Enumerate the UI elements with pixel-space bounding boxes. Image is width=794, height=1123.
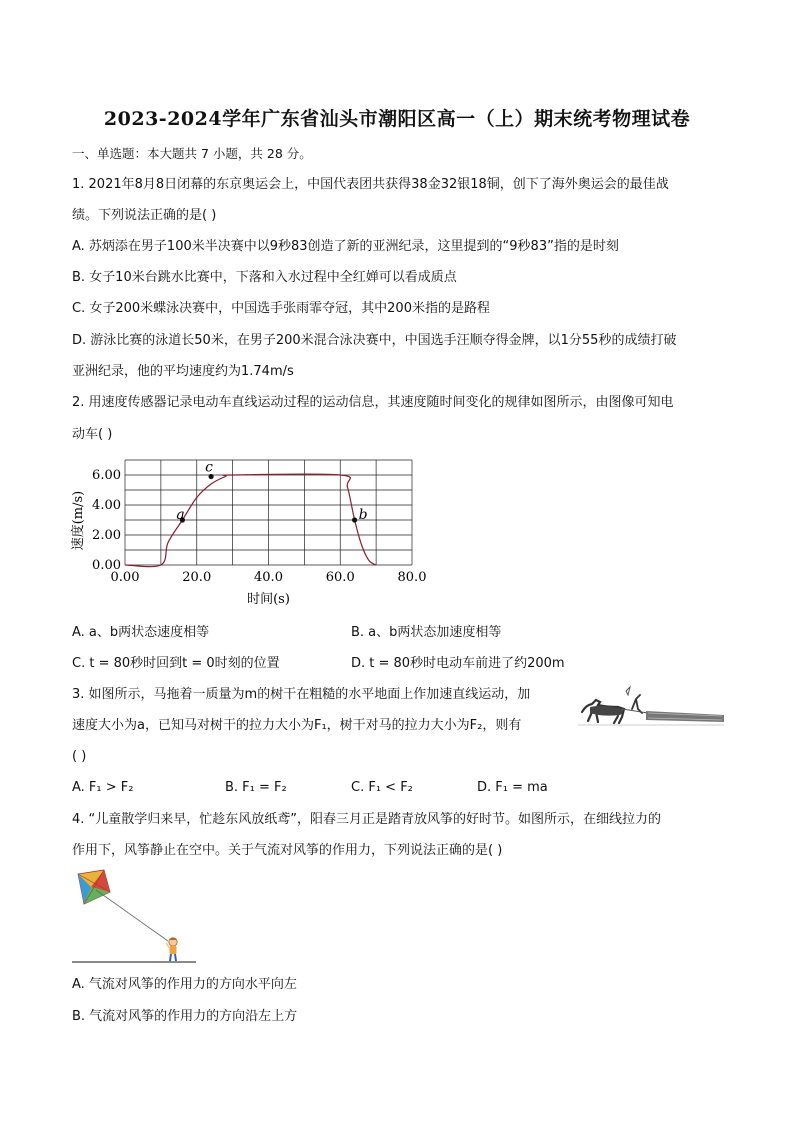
q4-option-a: A. 气流对风筝的作用力的方向水平向左 — [72, 977, 297, 992]
y-tick-label: 0.00 — [92, 558, 121, 573]
q4-option-b: B. 气流对风筝的作用力的方向沿左上方 — [72, 1009, 298, 1024]
x-tick-label: 40.0 — [254, 570, 283, 585]
q2-option-d: D. t = 80秒时电动车前进了约200m — [351, 656, 565, 671]
q3-stem-line2: 速度大小为a，已知马对树干的拉力大小为F₁，树干对马的拉力大小为F₂，则有 — [72, 718, 522, 733]
y-axis-label: 速度(m/s) — [71, 490, 86, 551]
q1-stem-line1: 1. 2021年8月8日闭幕的东京奥运会上，中国代表团共获得38金32银18铜，创下了海外奥运会的最佳战 — [72, 177, 669, 192]
chart-point-label-b: b — [358, 507, 368, 523]
chart-point-label-c: c — [205, 459, 213, 476]
chart-point-b — [352, 517, 357, 522]
q2-option-c: C. t = 80秒时回到t = 0时刻的位置 — [72, 656, 280, 671]
q2-option-b: B. a、b两状态加速度相等 — [351, 625, 502, 640]
chart-points — [176, 460, 367, 524]
q3-option-a: A. F₁ > F₂ — [72, 780, 134, 795]
q1-option-d-line2: 亚洲纪录，他的平均速度约为1.74m/s — [72, 364, 294, 379]
q3-option-b: B. F₁ = F₂ — [225, 780, 287, 795]
q3-stem-line3: ( ) — [72, 749, 87, 764]
x-tick-label: 60.0 — [325, 570, 355, 585]
kite-figure — [72, 868, 198, 968]
chart-grid — [125, 460, 412, 565]
y-tick-label: 2.00 — [92, 528, 121, 543]
q4-stem-line1: 4. “儿童散学归来早，忙趁东风放纸鸢”，阳春三月正是踏青放风筝的好时节。如图所示，在细线拉力的 — [72, 812, 662, 827]
q1-option-b: B. 女子10米台跳水比赛中，下落和入水过程中全红婵可以看成质点 — [72, 270, 457, 285]
q2-stem-line2: 动车( ) — [72, 427, 113, 442]
chart-point-label-a: a — [176, 507, 185, 523]
x-tick-label: 20.0 — [182, 570, 212, 585]
velocity-curve — [125, 474, 376, 567]
x-tick-label: 80.0 — [397, 570, 427, 585]
x-axis-label: 时间(s) — [247, 592, 290, 607]
y-tick-label: 6.00 — [92, 468, 121, 483]
y-tick-label: 4.00 — [92, 498, 121, 513]
q2-stem-line1: 2. 用速度传感器记录电动车直线运动过程的运动信息，其速度随时间变化的规律如图所示，由图像可知电 — [72, 395, 674, 410]
horse-dragging-log-figure — [578, 685, 726, 729]
q1-option-c: C. 女子200米蝶泳决赛中，中国选手张雨霏夺冠，其中200米指的是路程 — [72, 301, 490, 316]
q1-stem-line2: 绩。下列说法正确的是( ) — [72, 208, 217, 223]
page-title: 2023-2024学年广东省汕头市潮阳区高一（上）期末统考物理试卷 — [103, 108, 691, 130]
q1-option-d-line1: D. 游泳比赛的泳道长50米，在男子200米混合泳决赛中，中国选手汪顺夺得金牌，以1分55秒的成绩打破 — [72, 333, 677, 348]
q3-stem-line1: 3. 如图所示，马拖着一质量为m的树干在粗糙的水平地面上作加速直线运动，加 — [72, 687, 531, 702]
q1-option-a: A. 苏炳添在男子100米半决赛中以9秒83创造了新的亚洲纪录，这里提到的“9秒83”指的是时刻 — [72, 239, 619, 254]
q3-option-d: D. F₁ = ma — [477, 780, 548, 795]
q3-option-c: C. F₁ < F₂ — [351, 780, 413, 795]
q2-option-a: A. a、b两状态速度相等 — [72, 625, 210, 640]
section-heading: 一、单选题：本大题共 7 小题，共 28 分。 — [72, 146, 312, 161]
q4-stem-line2: 作用下，风筝静止在空中。关于气流对风筝的作用力，下列说法正确的是( ) — [72, 843, 503, 858]
x-tick-label: 0.00 — [110, 570, 140, 585]
velocity-time-chart — [68, 452, 448, 610]
